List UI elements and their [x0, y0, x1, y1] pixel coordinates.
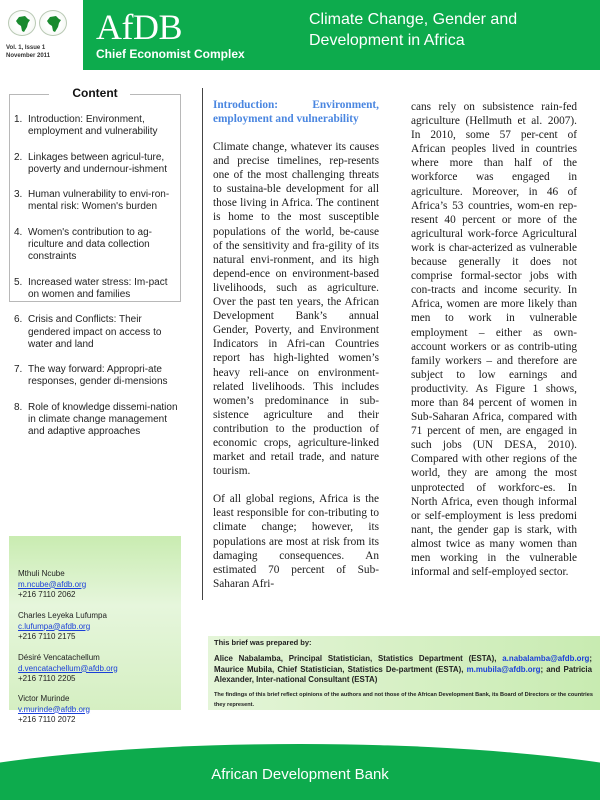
- section-heading: Introduction: Environment, employment and vulnerability: [213, 99, 379, 125]
- issue-date: November 2011: [6, 53, 51, 59]
- toc-item-text: Role of knowledge dissemi-nation in climate change management and adaptive approaches: [28, 401, 178, 438]
- toc-item[interactable]: [14, 189, 180, 214]
- toc-item-number: 8.: [14, 401, 23, 413]
- article-paragraph: Climate change, whatever its causes and precise timelines, rep-resents one of the most challenging threats to sustaina-ble development for all those living in Africa. The continent is home to the most susceptible populations of the world, be-cause of the sensitivity and fra-gility of its natural envi-ronment, and its high depend-ence on environment-based livelihoods, such as agriculture. Over the past ten years, the African Development Bank’s annual Gender, Poverty, and Environment Indicators in Afri-can Countries report has high-lighted women’s heavy reli-ance on environment-related livelihoods. This includes women’s predominance in sub-sistence agriculture and their contribution to the production of economic crops, agriculture-linked market and retail trade, and nature tourism.: [213, 141, 379, 478]
- toc-heading: Content: [72, 86, 118, 100]
- toc-item-text: Introduction: Environment, employment and vulnerability: [28, 114, 158, 138]
- author-email-link[interactable]: a.nabalamba@afdb.org: [502, 654, 590, 663]
- toc-item[interactable]: [14, 277, 180, 302]
- toc-list: [14, 114, 180, 452]
- contact-email-link[interactable]: c.lufumpa@afdb.org: [18, 621, 91, 631]
- toc-item[interactable]: [14, 402, 180, 439]
- document-title: [309, 9, 589, 51]
- toc-item[interactable]: [14, 314, 180, 351]
- issue-info: [6, 44, 50, 60]
- disclaimer: The findings of this brief reflect opinions of the authors and not those of the African Development Bank, its Board of Directors or the countries they represent.: [214, 692, 593, 708]
- contact-email-link[interactable]: v.murinde@afdb.org: [18, 704, 91, 714]
- issue-volume: Vol. 1, Issue 1: [6, 45, 46, 51]
- toc-item-number: 7.: [14, 364, 23, 376]
- author-text: ; Maurice Mubila, Chief Statistician, Statistics De-partment (ESTA),: [214, 654, 592, 674]
- document-title-line: Climate Change, Gender and: [309, 11, 518, 28]
- article-column-1: [213, 98, 379, 605]
- contact-phone: +216 7110 2072: [18, 715, 76, 724]
- toc-item-text: Increased water stress: Im-pact on women and families: [28, 276, 168, 300]
- contact-name: Mthuli Ncube: [18, 569, 65, 578]
- author-text: ; and Patricia Alexander, Inter-national Consultant (ESTA): [214, 664, 592, 685]
- toc-item[interactable]: [14, 114, 180, 139]
- brand-subtitle: Chief Economist Complex: [96, 47, 245, 61]
- toc-item[interactable]: [14, 364, 180, 389]
- toc-item-text: Linkages between agricul-ture, poverty and undernour-ishment: [28, 151, 167, 175]
- africa-map-logo-icon: [8, 10, 36, 36]
- article-paragraph: Of all global regions, Africa is the least responsible for con-tributing to climate change; however, its populations are most at risk from its damaging consequences. An estimated 70 percent of Sub-Saharan Afri-: [213, 493, 379, 590]
- author-email-link[interactable]: m.mubila@afdb.org: [466, 664, 541, 674]
- brand-title: AfDB: [96, 7, 182, 47]
- prepared-by-label: This brief was prepared by:: [214, 638, 312, 647]
- prepared-by-authors: [214, 654, 592, 686]
- toc-item[interactable]: [14, 152, 180, 177]
- contact-phone: +216 7110 2205: [18, 674, 76, 683]
- contact-phone: +216 7110 2175: [18, 632, 76, 641]
- article-column-2: [411, 100, 577, 593]
- contact-name: Charles Leyeka Lufumpa: [18, 611, 107, 620]
- toc-item-text: Human vulnerability to envi-ron-mental risk: Women's burden: [28, 189, 170, 213]
- contact-entry: [18, 611, 107, 643]
- author-text: Alice Nabalamba, Principal Statistician, Statistics Department (ESTA),: [214, 654, 503, 663]
- contact-email-link[interactable]: d.vencatachellum@afdb.org: [18, 663, 118, 673]
- contact-name: Victor Murinde: [18, 694, 70, 703]
- logo-area: [0, 0, 83, 72]
- contact-entry: [18, 569, 86, 601]
- toc-item[interactable]: [14, 227, 180, 264]
- document-title-line: Development in Africa: [309, 32, 465, 49]
- contact-phone: +216 7110 2062: [18, 590, 76, 599]
- toc-item-number: 4.: [14, 226, 23, 238]
- africa-map-logo-icon: [39, 10, 67, 36]
- column-divider: [202, 88, 203, 600]
- logo-group: [8, 10, 67, 36]
- contact-entry: [18, 653, 118, 685]
- toc-item-number: 1.: [14, 114, 23, 125]
- toc-item-number: 5.: [14, 276, 23, 288]
- toc-item-number: 2.: [14, 151, 23, 163]
- footer-text: African Development Bank: [211, 766, 389, 783]
- contact-entry: [18, 694, 90, 726]
- toc-item-text: The way forward: Appropri-ate responses, gender di-mensions: [28, 364, 168, 388]
- toc-item-text: Women's contribution to ag-riculture and data collection constraints: [28, 226, 153, 263]
- toc-item-number: 6.: [14, 314, 23, 326]
- article-paragraph: cans rely on subsistence rain-fed agriculture (Hellmuth et al. 2007). In 2010, some 57 per-cent of African peoples lived in countries where more than half of the workforce was engaged in agriculture. Moreover, in 46 of Africa’s 53 countries, wom-en rep-resent 40 percent or more of the agricultural work-force Agricultural work is char-acterized as vulnerable because generally it does not comprise formal-sector jobs with con-tracts and income security. In Africa, women are more likely than men to work in vulnerable employment – either as own-account workers or as contrib-uting family workers – and therefore are subject to low earnings and productivity. As Figure 1 shows, more than 84 percent of women in Sub-Saharan Africa, compared with 71 percent of men, are engaged in such jobs (UN DESA, 2010). Compared with other regions of the world, they are among the most unprotected of workforc-es. In North Africa, even though informal or self-employment is less predomi nant, the gender gap is stark, with almost twice as many women than men working in the vulnerable informal and self-employed sector.: [411, 101, 577, 579]
- toc-item-text: Crisis and Conflicts: Their gendered impact on access to water and land: [28, 314, 162, 350]
- contact-name: Désiré Vencatachellum: [18, 653, 100, 662]
- toc-item-number: 3.: [14, 189, 23, 201]
- contact-email-link[interactable]: m.ncube@afdb.org: [18, 579, 87, 589]
